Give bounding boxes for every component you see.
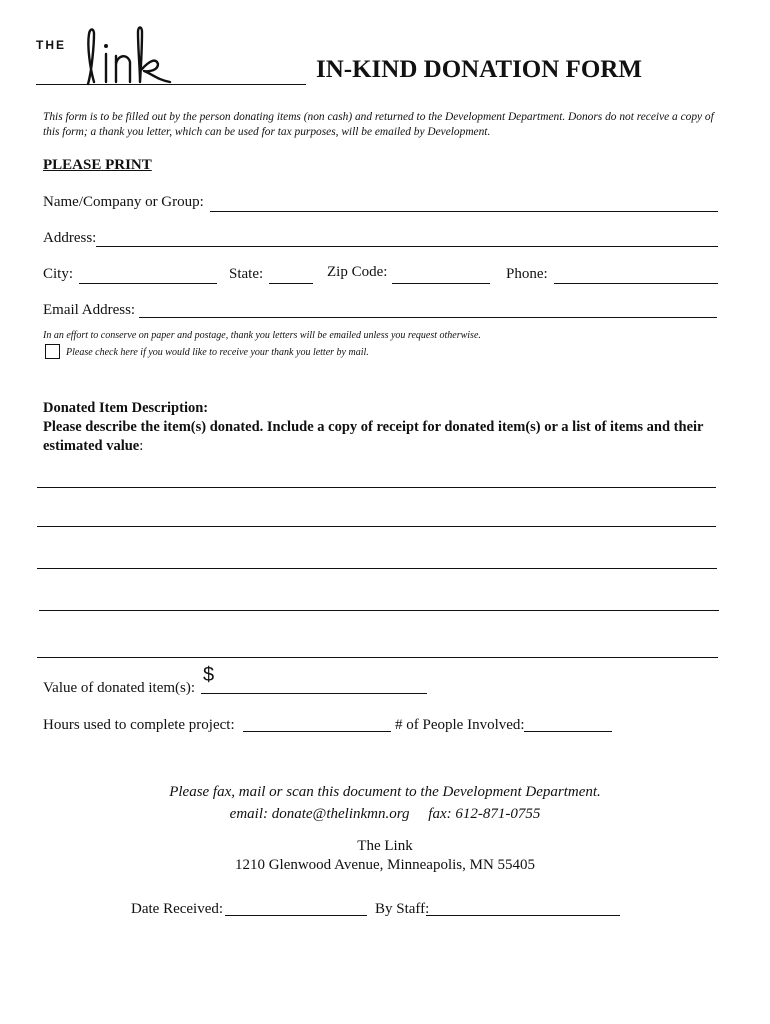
phone-field[interactable] <box>554 283 718 284</box>
description-line-4[interactable] <box>39 610 719 611</box>
logo-link-wordmark <box>84 24 180 86</box>
description-instruction-text: Please describe the item(s) donated. Include a copy of receipt for donated item(s) or a list of items and their estimated value <box>43 419 704 454</box>
donated-item-description-heading <box>43 399 733 456</box>
people-involved-label: # of People Involved: <box>395 717 525 733</box>
logo-the-text: THE <box>36 38 66 52</box>
address-field[interactable] <box>96 246 718 247</box>
address-label: Address: <box>43 230 97 246</box>
name-label: Name/Company or Group: <box>43 194 204 210</box>
submission-instructions: Please fax, mail or scan this document to the Development Department. <box>169 784 601 800</box>
state-label: State: <box>229 266 264 282</box>
zip-field[interactable] <box>392 283 490 284</box>
please-print-heading: PLEASE PRINT <box>43 157 152 173</box>
email-field[interactable] <box>139 317 717 318</box>
by-staff-field[interactable] <box>426 915 620 916</box>
header-rule <box>36 84 306 85</box>
people-involved-field[interactable] <box>524 731 612 732</box>
state-field[interactable] <box>269 283 313 284</box>
description-line-5[interactable] <box>37 657 718 658</box>
city-field[interactable] <box>79 283 217 284</box>
mail-checkbox-label: Please check here if you would like to receive your thank you letter by mail. <box>66 347 369 358</box>
mail-note: In an effort to conserve on paper and postage, thank you letters will be emailed unless you request otherwise. <box>43 330 481 341</box>
date-received-field[interactable] <box>225 915 367 916</box>
logo <box>84 24 180 91</box>
contact-info: email: donate@thelinkmn.org fax: 612-871-0755 <box>229 806 541 822</box>
intro-text: This form is to be filled out by the person donating items (non cash) and returned to the Development Department. Donors do not receive a copy of this form; a thank you letter, which can be used for tax purposes, will be emailed by Development. <box>43 111 714 138</box>
email-label: Email Address: <box>43 302 136 318</box>
hours-label: Hours used to complete project: <box>43 717 235 733</box>
phone-label: Phone: <box>506 266 548 282</box>
mail-checkbox[interactable] <box>45 344 60 359</box>
dollar-sign: $ <box>203 664 215 686</box>
name-field[interactable] <box>210 211 718 212</box>
org-address: 1210 Glenwood Avenue, Minneapolis, MN 55405 <box>234 857 536 873</box>
value-label: Value of donated item(s): <box>43 680 196 696</box>
date-received-label: Date Received: <box>131 901 224 917</box>
org-name: The Link <box>357 838 413 854</box>
description-line-1[interactable] <box>37 487 716 488</box>
description-colon: : <box>139 438 144 454</box>
form-title: IN-KIND DONATION FORM <box>316 56 642 83</box>
description-line-2[interactable] <box>37 526 716 527</box>
city-label: City: <box>43 266 74 282</box>
value-field[interactable] <box>201 693 427 694</box>
hours-field[interactable] <box>243 731 391 732</box>
description-instruction <box>43 418 733 456</box>
zip-label: Zip Code: <box>327 264 388 280</box>
description-title: Donated Item Description: <box>43 400 209 416</box>
by-staff-label: By Staff: <box>375 901 430 917</box>
description-line-3[interactable] <box>37 568 717 569</box>
logo-i-dot <box>104 44 108 48</box>
